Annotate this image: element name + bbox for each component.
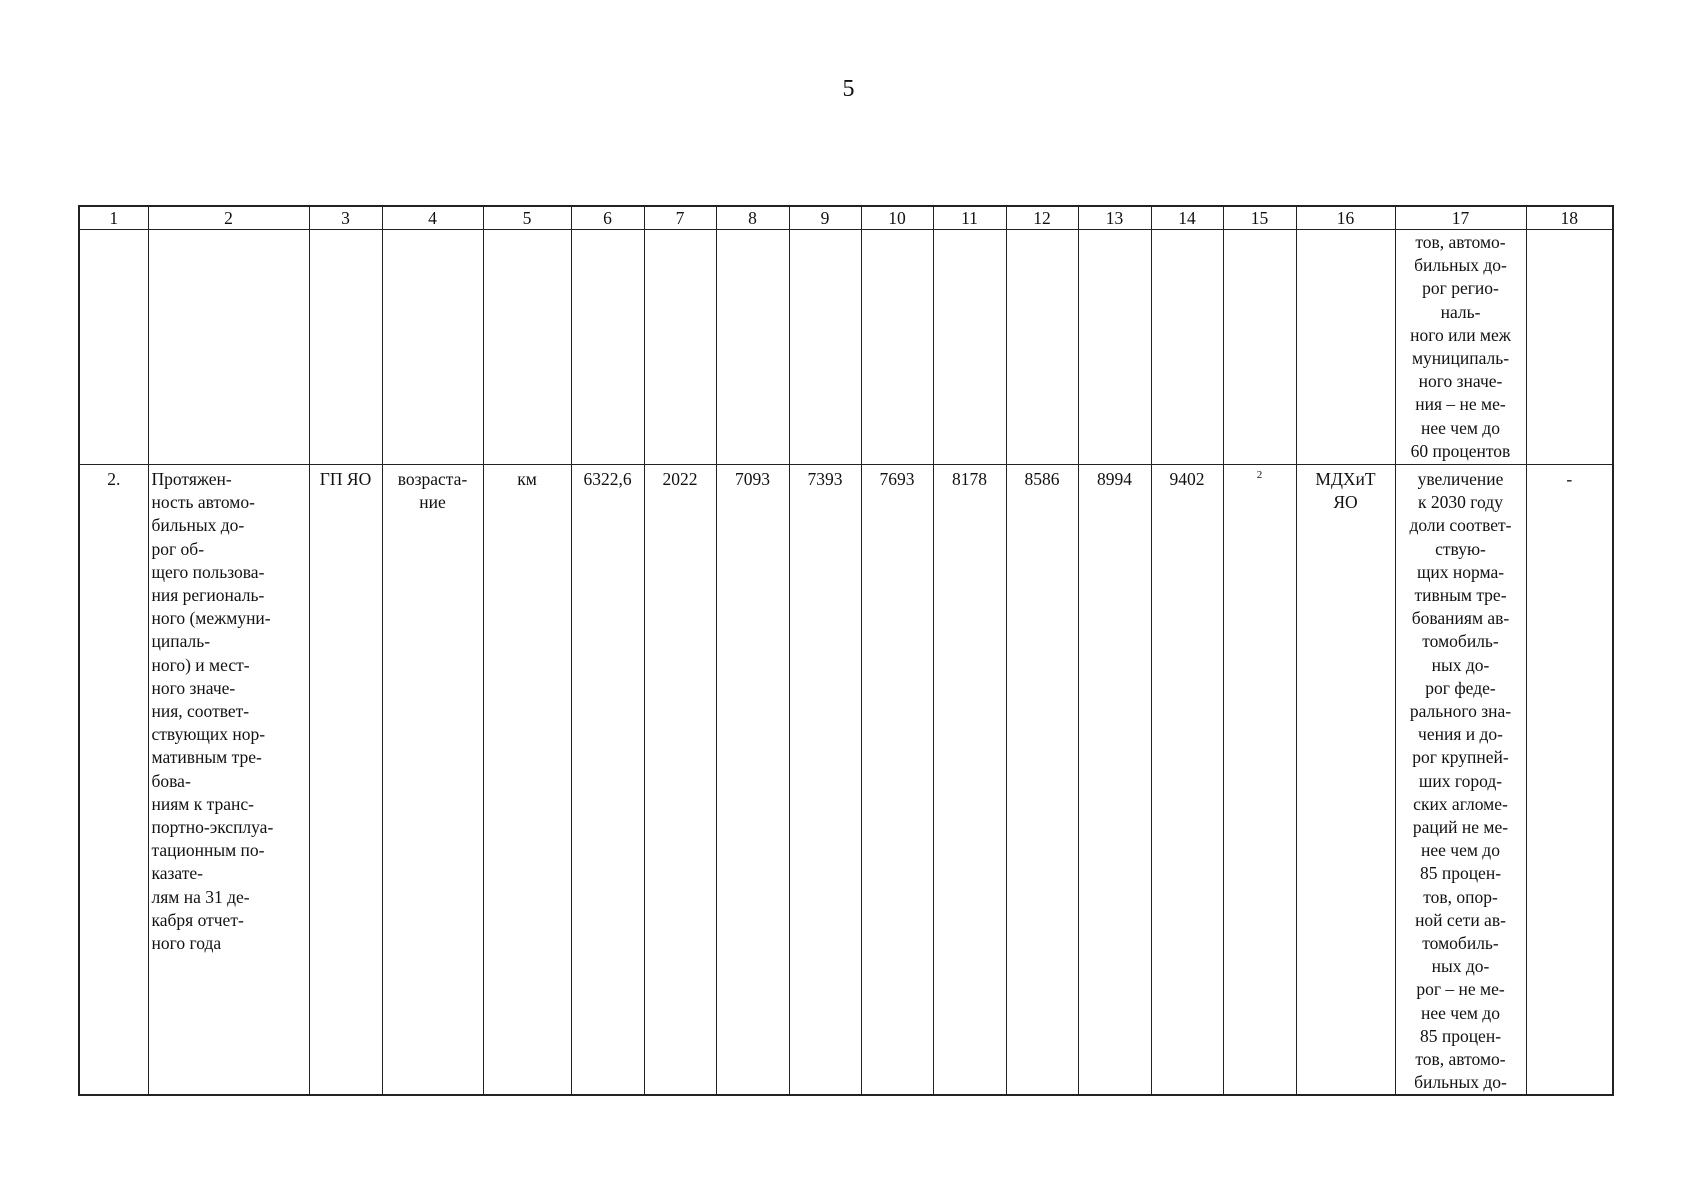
- value-cell: 9402: [1151, 465, 1223, 1096]
- base-year-cell: 2022: [644, 465, 716, 1096]
- trend-cell: возраста- ние: [382, 465, 483, 1096]
- table-cell: [789, 230, 861, 465]
- column-number-row: [79, 206, 1613, 230]
- column-number: 2: [148, 206, 309, 230]
- column-number: 7: [644, 206, 716, 230]
- value-cell: 7693: [861, 465, 933, 1096]
- table-cell: [716, 230, 789, 465]
- base-value-cell: 6322,6: [571, 465, 644, 1096]
- value-cell: 7393: [789, 465, 861, 1096]
- target-description-cell: тов, автомо- бильных до- рог регио- наль- ного или меж муниципаль- ного значе- ния – не ме- нее чем до 60 процентов: [1395, 230, 1526, 465]
- column-number: 8: [716, 206, 789, 230]
- value-cell: 8586: [1006, 465, 1078, 1096]
- table-cell: [1151, 230, 1223, 465]
- column-number: 1: [79, 206, 148, 230]
- table-cell: [1526, 230, 1613, 465]
- table-row: [79, 465, 1613, 1096]
- table-cell: [1296, 230, 1395, 465]
- table-cell: [933, 230, 1006, 465]
- column-number: 6: [571, 206, 644, 230]
- table-cell: [483, 230, 571, 465]
- column-number: 11: [933, 206, 1006, 230]
- value-cell: 8994: [1078, 465, 1151, 1096]
- table-cell: [382, 230, 483, 465]
- column-number: 13: [1078, 206, 1151, 230]
- value-cell: 8178: [933, 465, 1006, 1096]
- program-cell: ГП ЯО: [309, 465, 382, 1096]
- note-cell: -: [1526, 465, 1613, 1096]
- column-number: 10: [861, 206, 933, 230]
- column-number: 16: [1296, 206, 1395, 230]
- page-number: 5: [842, 76, 855, 102]
- table-cell: [571, 230, 644, 465]
- table-cell: [309, 230, 382, 465]
- indicators-table: [78, 205, 1614, 1096]
- column-number: 5: [483, 206, 571, 230]
- table-cell: [79, 230, 148, 465]
- table-cell: [148, 230, 309, 465]
- column-number: 17: [1395, 206, 1526, 230]
- row-number-cell: 2.: [79, 465, 148, 1096]
- table-cell: [1006, 230, 1078, 465]
- target-description-cell: увеличение к 2030 году доли соответ- ствую- щих норма- тивным тре- бованиям ав- томобиль- ных до- рог феде- рального зна- чения и до- рог крупней- ших город- ских агломе- раций не ме- нее чем до 85 процен- тов, опор- ной сети ав- томобиль- ных до- рог – не ме- нее чем до 85 процен- тов, автомо- бильных до-: [1395, 465, 1526, 1096]
- table-cell: [644, 230, 716, 465]
- column-number: 9: [789, 206, 861, 230]
- table-cell: [861, 230, 933, 465]
- indicator-name-cell: Протяжен- ность автомо- бильных до- рог об- щего пользова- ния региональ- ного (межмуни- ципаль- ного) и мест- ного значе- ния, соответ- ствующих нор- мативным тре- бова- ниям к транс- портно-эксплуа- тационным по- казате- лям на 31 де- кабря отчет- ного года: [148, 465, 309, 1096]
- table-cell: [1223, 230, 1296, 465]
- column-number: 18: [1526, 206, 1613, 230]
- footnote-cell: [1223, 465, 1296, 1096]
- column-number: 14: [1151, 206, 1223, 230]
- column-number: 12: [1006, 206, 1078, 230]
- table-cell: [1078, 230, 1151, 465]
- column-number: 15: [1223, 206, 1296, 230]
- value-cell: 7093: [716, 465, 789, 1096]
- column-number: 4: [382, 206, 483, 230]
- footnote-marker: 2: [1256, 469, 1263, 481]
- responsible-cell: МДХиТ ЯО: [1296, 465, 1395, 1096]
- table-row-continued: [79, 230, 1613, 465]
- unit-cell: км: [483, 465, 571, 1096]
- column-number: 3: [309, 206, 382, 230]
